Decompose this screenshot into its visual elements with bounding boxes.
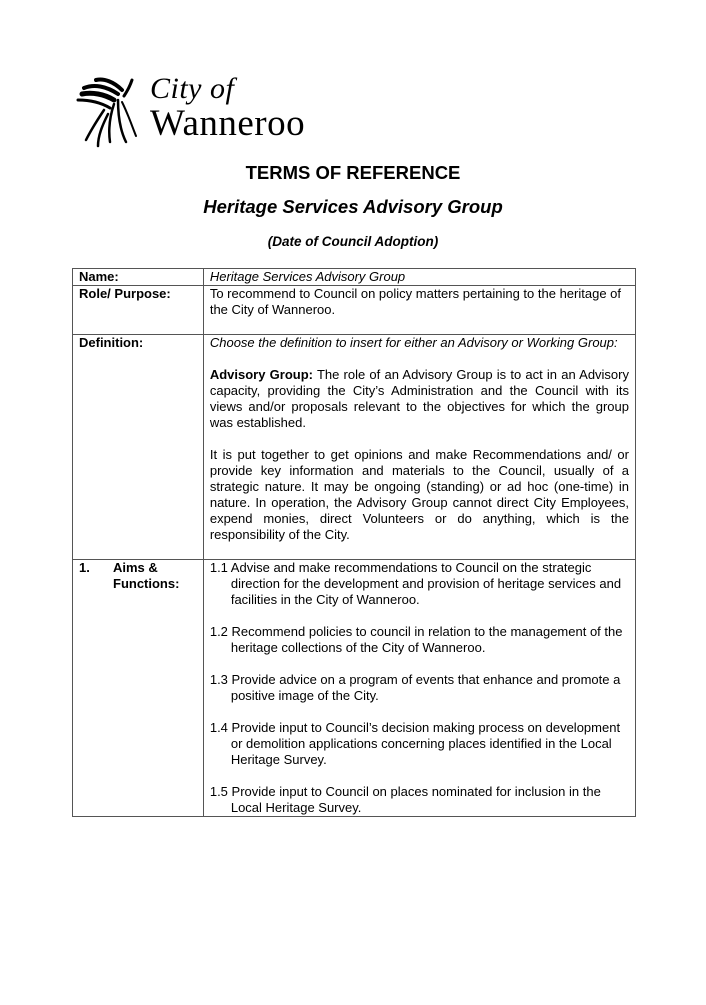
aims-label (73, 560, 204, 817)
adoption-date-note: (Date of Council Adoption) (267, 234, 439, 249)
role-value: To recommend to Council on policy matters pertaining to the heritage of the City of Wanneroo. (203, 286, 635, 335)
name-value (203, 269, 635, 286)
advisory-group-text: The role of an Advisory Group is to act in an Advisory capacity, providing the City’s Administration and the Council with its views and/or proposals relevant to the objectives for which the group was established. (209, 367, 629, 430)
name-value-text: Heritage Services Advisory Group (209, 269, 406, 284)
document-title: TERMS OF REFERENCE (245, 162, 461, 183)
definition-more: It is put together to get opinions and make Recommendations and/ or provide key information and materials to the Council, usually of a strategic nature. It may be ongoing (standing) or ad hoc (one-time) in nature. In operation, the Advisory Group cannot direct City Employees, expend monies, direct Volunteers or do anything, which is the responsibility of the City. (209, 447, 629, 542)
list-item: 1.5 Provide input to Council on places nominated for inclusion in the Local Heritage Survey. (209, 784, 601, 815)
advisory-group-term: Advisory Group: (209, 367, 313, 382)
aims-label-line2: Functions: (113, 576, 180, 591)
role-label: Role/ Purpose: (73, 286, 204, 335)
table-row-name (73, 269, 636, 286)
definition-label: Definition: (73, 335, 204, 560)
list-item: 1.1 Advise and make recommendations to Council on the strategic direction for the development and provision of heritage services and facilities in the City of Wanneroo. (209, 560, 622, 607)
definition-value (203, 335, 635, 560)
list-item: 1.3 Provide advice on a program of events that enhance and promote a positive image of the City. (209, 672, 621, 703)
list-item: 1.4 Provide input to Council’s decision making process on development or demolition applications concerning places identified in the Local Heritage Survey. (209, 720, 621, 767)
city-of-wanneroo-logo (74, 70, 334, 150)
name-label: Name: (73, 269, 204, 286)
table-row-role (73, 286, 636, 335)
kangaroo-paw-emblem-icon (74, 70, 144, 150)
logo-wanneroo: Wanneroo (150, 103, 306, 144)
table-row-definition (73, 335, 636, 560)
logo-city-of: City of (150, 72, 235, 105)
group-title: Heritage Services Advisory Group (203, 196, 503, 217)
aims-number: 1. (79, 560, 90, 575)
definition-intro: Choose the definition to insert for either an Advisory or Working Group: (209, 335, 618, 350)
aims-label-line1: Aims & (113, 560, 158, 575)
list-item: 1.2 Recommend policies to council in relation to the management of the heritage collections of the City of Wanneroo. (209, 624, 623, 655)
table-row-aims (73, 560, 636, 817)
terms-table (72, 268, 636, 817)
aims-value (203, 560, 635, 817)
